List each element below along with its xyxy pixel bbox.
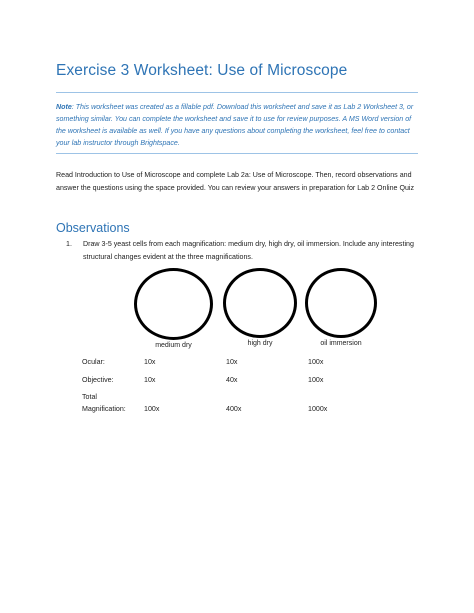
- objective-value-high: 40x: [226, 376, 238, 384]
- ocular-value-high: 10x: [226, 358, 238, 366]
- question-1: [66, 238, 418, 263]
- medium-dry-drawing-circle[interactable]: [134, 268, 213, 340]
- circle-label-medium-dry: medium dry: [155, 342, 192, 349]
- circle-label-oil-immersion: oil immersion: [320, 340, 362, 347]
- row-label-total-line1: Total: [82, 393, 97, 401]
- worksheet-title: Exercise 3 Worksheet: Use of Microscope: [56, 62, 348, 79]
- objective-value-medium: 10x: [144, 376, 156, 384]
- circle-label-high-dry: high dry: [247, 340, 273, 347]
- total-value-medium: 100x: [144, 405, 160, 413]
- row-label-ocular: Ocular:: [82, 358, 105, 366]
- observations-heading: Observations: [56, 221, 130, 235]
- row-label-total-line2: Magnification:: [82, 405, 126, 413]
- intro-paragraph: Read Introduction to Use of Microscope and complete Lab 2a: Use of Microscope. Then, record observations and answer the questions using the space provided. You can review your answers in preparation for Lab 2 Online Quiz: [56, 171, 415, 192]
- question-text: Draw 3-5 yeast cells from each magnification: medium dry, high dry, oil immersion. Include any interesting structural changes evident at the three magnifications.: [83, 240, 414, 261]
- note-label: Note: [56, 103, 72, 111]
- ocular-value-oil: 100x: [308, 358, 324, 366]
- total-value-oil: 1000x: [308, 405, 328, 413]
- bottom-divider: [56, 153, 418, 154]
- objective-value-oil: 100x: [308, 376, 324, 384]
- oil-immersion-drawing-circle[interactable]: [305, 268, 377, 338]
- note-paragraph: [56, 101, 418, 149]
- total-value-high: 400x: [226, 405, 242, 413]
- question-number: 1.: [66, 240, 72, 248]
- note-text: : This worksheet was created as a fillable pdf. Download this worksheet and save it as Lab 2 Worksheet 3, or something similar. You can complete the worksheet and save it to use for review purposes. A MS Word version of the worksheet is available as well. If you have any questions about completing the worksheet, feel free to contact your lab instructor through Brightspace.: [56, 103, 414, 147]
- ocular-value-medium: 10x: [144, 358, 156, 366]
- top-divider: [56, 92, 418, 93]
- high-dry-drawing-circle[interactable]: [223, 268, 297, 338]
- row-label-objective: Objective:: [82, 376, 114, 384]
